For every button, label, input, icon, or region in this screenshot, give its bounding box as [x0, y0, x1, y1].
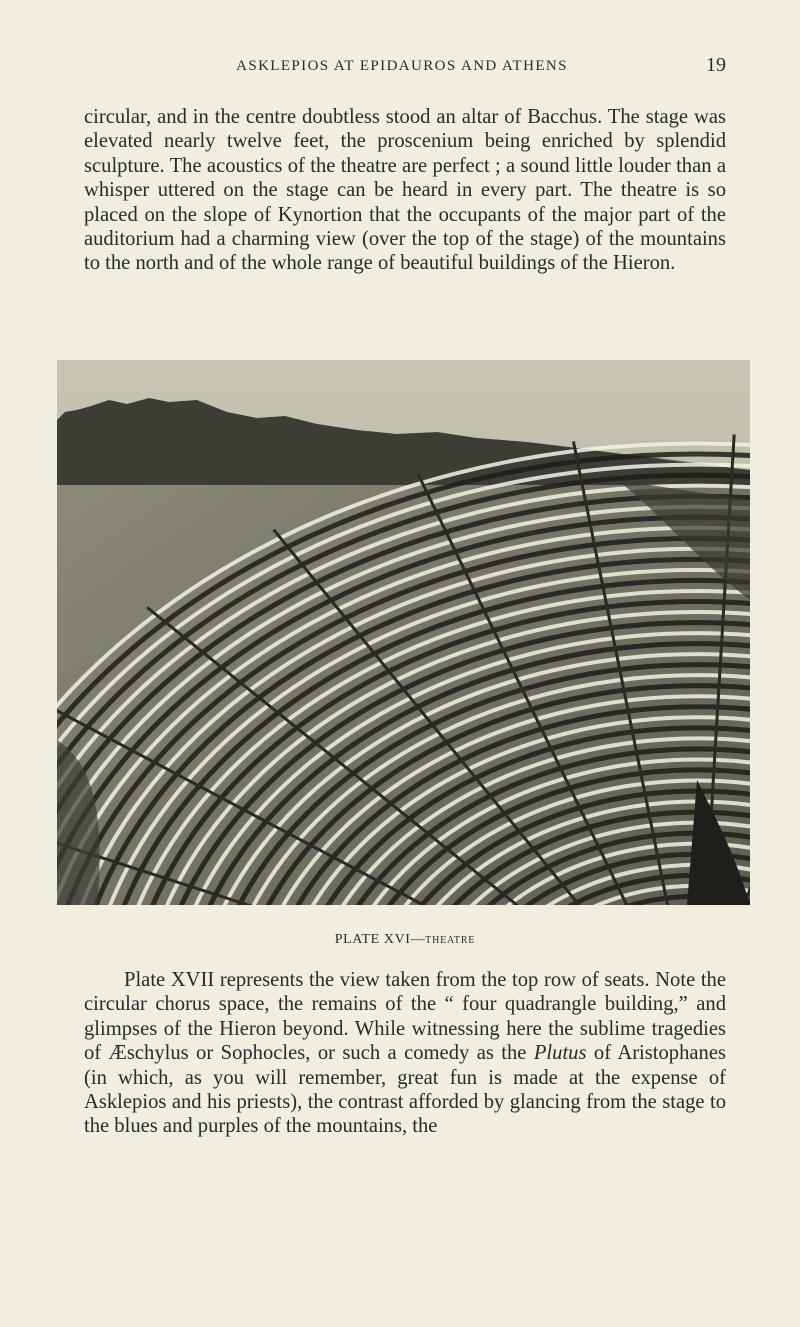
paragraph-2	[84, 968, 726, 1139]
caption-dash: —	[410, 932, 426, 947]
theatre-photograph-image	[57, 360, 750, 905]
plate-photograph	[57, 360, 750, 905]
plate-caption	[84, 932, 726, 948]
running-head: ASKLEPIOS AT EPIDAUROS AND ATHENS	[236, 58, 568, 74]
caption-title: THEATRE	[425, 935, 476, 946]
paragraph-2-part-b: of Aristophanes (in which, as you will remember, great fun is made at the expense of Asklepios and his priests), the contrast afforded by glancing from the stage to the blues and purples of the mountains, the	[84, 1042, 726, 1138]
paragraph-2-text	[84, 968, 726, 1139]
caption-plate-number: PLATE XVI	[334, 932, 411, 947]
paragraph-1-text: circular, and in the centre doubtless stood an altar of Bacchus. The stage was elevated nearly twelve feet, the proscenium being enriched by splendid sculpture. The acoustics of the theatre are perfect ; a sound little louder than a whisper uttered on the stage can be heard in every part. The theatre is so placed on the slope of Kynortion that the occupants of the major part of the auditorium had a charming view (over the top of the stage) of the mountains to the north and of the whole range of beautiful buildings of the Hieron.	[84, 106, 726, 275]
plutus-title: Plutus	[533, 1042, 587, 1065]
page-number: 19	[706, 54, 726, 76]
paragraph-1	[84, 105, 726, 276]
paragraph-2-part-a: Plate XVII represents the view taken from the top row of seats. Note the circular chorus space, the remains of the “ four quadrangle building,” and glimpses of the Hieron beyond. While witnessing here the sublime tragedies of Æschylus or Sophocles, or such a comedy as the	[84, 969, 726, 1065]
